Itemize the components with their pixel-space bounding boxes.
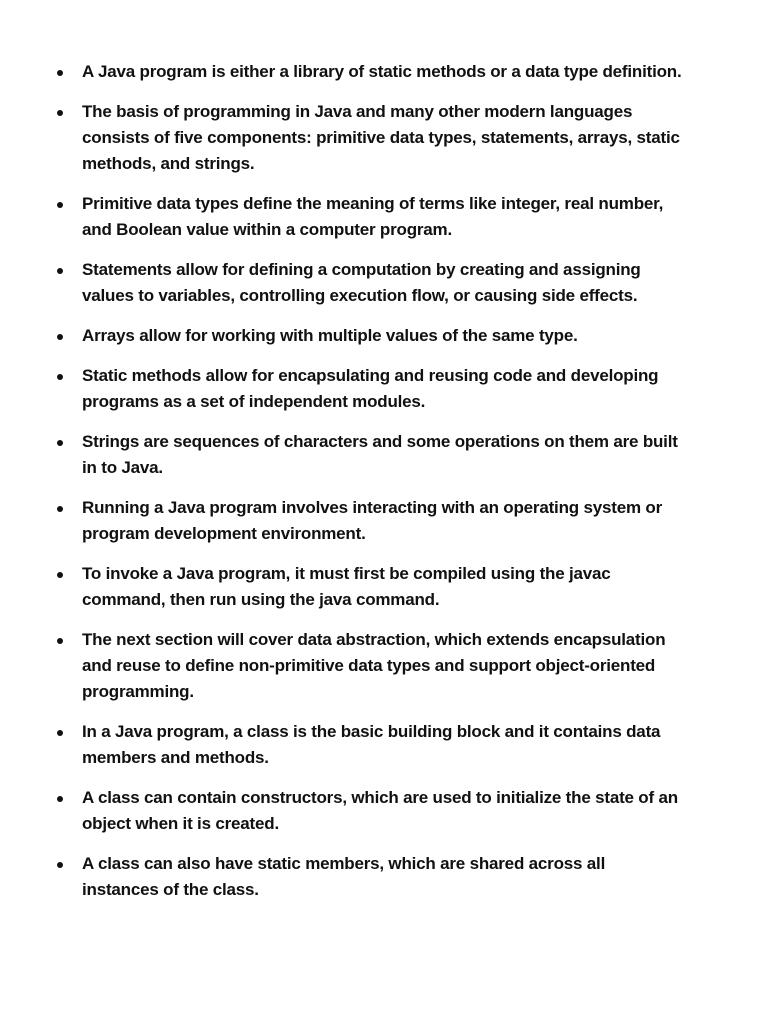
bullet-icon <box>57 334 63 340</box>
bullet-icon <box>57 796 63 802</box>
list-item-text: A Java program is either a library of static methods or a data type definition. <box>82 62 682 81</box>
bullet-icon <box>57 110 63 116</box>
bullet-icon <box>57 70 63 76</box>
list-item <box>0 323 768 349</box>
list-item-text: In a Java program, a class is the basic building block and it contains data members and methods. <box>82 722 661 767</box>
list-item-text: Arrays allow for working with multiple values of the same type. <box>82 326 578 345</box>
bullet-list <box>0 59 768 903</box>
bullet-icon <box>57 440 63 446</box>
list-item <box>0 561 768 613</box>
list-item-text: Static methods allow for encapsulating and reusing code and developing programs as a set of independent modules. <box>82 366 659 411</box>
bullet-icon <box>57 638 63 644</box>
list-item <box>0 99 768 177</box>
bullet-icon <box>57 506 63 512</box>
list-item-text: A class can contain constructors, which are used to initialize the state of an object when it is created. <box>82 788 678 833</box>
bullet-icon <box>57 374 63 380</box>
list-item <box>0 429 768 481</box>
list-item-text: Strings are sequences of characters and some operations on them are built in to Java. <box>82 432 678 477</box>
list-item <box>0 785 768 837</box>
list-item-text: Running a Java program involves interacting with an operating system or program development environment. <box>82 498 662 543</box>
list-item-text: The next section will cover data abstraction, which extends encapsulation and reuse to define non-primitive data types and support object-oriented programming. <box>82 630 666 701</box>
bullet-icon <box>57 268 63 274</box>
list-item-text: Statements allow for defining a computation by creating and assigning values to variables, controlling execution flow, or causing side effects. <box>82 260 641 305</box>
bullet-icon <box>57 572 63 578</box>
list-item-text: A class can also have static members, which are shared across all instances of the class. <box>82 854 606 899</box>
list-item <box>0 627 768 705</box>
list-item-text: Primitive data types define the meaning of terms like integer, real number, and Boolean value within a computer program. <box>82 194 664 239</box>
list-item <box>0 495 768 547</box>
list-item <box>0 851 768 903</box>
bullet-icon <box>57 202 63 208</box>
list-item-text: To invoke a Java program, it must first be compiled using the javac command, then run using the java command. <box>82 564 611 609</box>
list-item <box>0 719 768 771</box>
list-item <box>0 257 768 309</box>
list-item <box>0 59 768 85</box>
list-item <box>0 363 768 415</box>
bullet-icon <box>57 730 63 736</box>
bullet-icon <box>57 862 63 868</box>
list-item-text: The basis of programming in Java and many other modern languages consists of five components: primitive data types, statements, arrays, static methods, and strings. <box>82 102 680 173</box>
list-item <box>0 191 768 243</box>
